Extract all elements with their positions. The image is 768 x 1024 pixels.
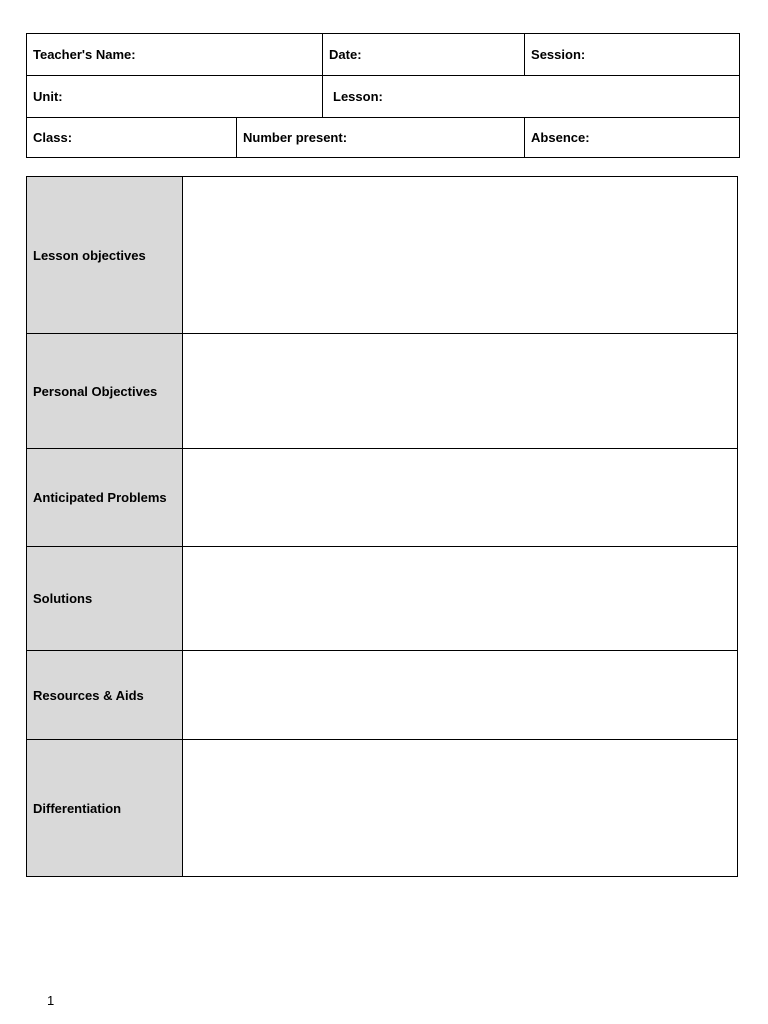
unit-label: Unit:: [33, 89, 63, 104]
header-row-1: [27, 34, 740, 76]
lesson-label: Lesson:: [333, 89, 383, 104]
section-row-solutions: [27, 547, 738, 651]
date-field[interactable]: [323, 34, 525, 76]
section-content-resources-aids[interactable]: [183, 651, 738, 740]
number-present-label: Number present:: [243, 130, 348, 145]
section-row-differentiation: [27, 740, 738, 877]
section-label-lesson-objectives: Lesson objectives: [27, 177, 183, 334]
section-row-anticipated-problems: [27, 449, 738, 547]
session-label: Session:: [531, 47, 586, 62]
teacher-name-label: Teacher's Name:: [33, 47, 136, 62]
lesson-info-header-table: [26, 33, 740, 158]
section-content-anticipated-problems[interactable]: [183, 449, 738, 547]
page-number: 1: [47, 993, 55, 1008]
section-content-differentiation[interactable]: [183, 740, 738, 877]
date-label: Date:: [329, 47, 362, 62]
section-row-resources-aids: [27, 651, 738, 740]
section-row-lesson-objectives: [27, 177, 738, 334]
section-label-differentiation: Differentiation: [27, 740, 183, 877]
lesson-plan-table: [26, 176, 738, 877]
section-content-lesson-objectives[interactable]: [183, 177, 738, 334]
unit-field[interactable]: [27, 76, 323, 118]
number-present-field[interactable]: [237, 118, 525, 158]
class-label: Class:: [33, 130, 73, 145]
lesson-field[interactable]: [323, 76, 740, 118]
absence-field[interactable]: [525, 118, 740, 158]
section-label-solutions: Solutions: [27, 547, 183, 651]
section-row-personal-objectives: [27, 334, 738, 449]
section-label-personal-objectives: Personal Objectives: [27, 334, 183, 449]
header-row-3: [27, 118, 740, 158]
header-row-2: [27, 76, 740, 118]
teacher-name-field[interactable]: [27, 34, 323, 76]
section-label-anticipated-problems: Anticipated Problems: [27, 449, 183, 547]
section-content-personal-objectives[interactable]: [183, 334, 738, 449]
session-field[interactable]: [525, 34, 740, 76]
section-content-solutions[interactable]: [183, 547, 738, 651]
section-label-resources-aids: Resources & Aids: [27, 651, 183, 740]
absence-label: Absence:: [531, 130, 590, 145]
class-field[interactable]: [27, 118, 237, 158]
